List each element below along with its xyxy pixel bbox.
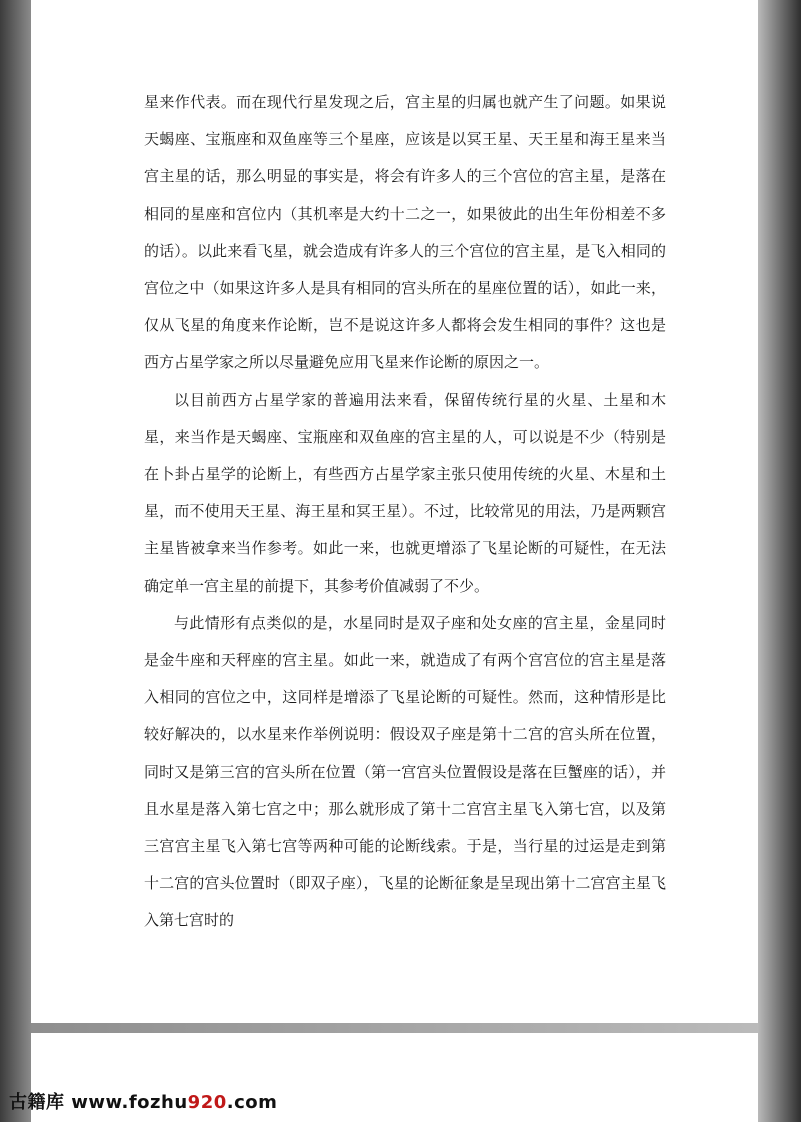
watermark-url-number: 920	[187, 1092, 227, 1113]
watermark-site-name: 古籍库	[9, 1092, 65, 1113]
viewer-right-edge	[757, 0, 801, 1122]
document-page	[31, 0, 758, 1023]
paragraph: 与此情形有点类似的是，水星同时是双子座和处女座的宫主星，金星同时是金牛座和天秤座的宫主星。如此一来，就造成了有两个宫宫位的宫主星是落入相同的宫位之中，这同样是增添了飞星论断的可疑性。然而，这种情形是比较好解决的，以水星来作举例说明：假设双子座是第十二宫的宫头所在位置，同时又是第三宫的宫头所在位置（第一宫宫头位置假设是落在巨蟹座的话），并且水星是落入第七宫之中；那么就形成了第十二宫宫主星飞入第七宫，以及第三宫宫主星飞入第七宫等两种可能的论断线索。于是，当行星的过运是走到第十二宫的宫头位置时（即双子座），飞星的论断征象是呈现出第十二宫宫主星飞入第七宫时的	[144, 613, 666, 930]
page-body-text	[144, 84, 666, 940]
paragraph: 星来作代表。而在现代行星发现之后，宫主星的归属也就产生了问题。如果说天蝎座、宝瓶座和双鱼座等三个星座，应该是以冥王星、天王星和海王星来当宫主星的话，那么明显的事实是，将会有许多人的三个宫位的宫主星，是落在相同的星座和宫位内（其机率是大约十二之一，如果彼此的出生年份相差不多的话）。以此来看飞星，就会造成有许多人的三个宫位的宫主星，是飞入相同的宫位之中（如果这许多人是具有相同的宫头所在的星座位置的话），如此一来，仅从飞星的角度来作论断，岂不是说这许多人都将会发生相同的事件？这也是西方占星学家之所以尽量避免应用飞星来作论断的原因之一。	[144, 93, 666, 372]
paragraph: 以目前西方占星学家的普遍用法来看，保留传统行星的火星、土星和木星，来当作是天蝎座、宝瓶座和双鱼座的宫主星的人，可以说是不少（特别是在卜卦占星学的论断上，有些西方占星学家主张只使用传统的火星、木星和土星，而不使用天王星、海王星和冥王星）。不过，比较常见的用法，乃是两颗宫主星皆被拿来当作参考。如此一来，也就更增添了飞星论断的可疑性，在无法确定单一宫主星的前提下，其参考价值减弱了不少。	[144, 390, 666, 595]
watermark-url-suffix: .com	[226, 1092, 278, 1113]
watermark-url-prefix: www.fozhu	[71, 1092, 188, 1113]
site-watermark	[9, 1088, 277, 1114]
